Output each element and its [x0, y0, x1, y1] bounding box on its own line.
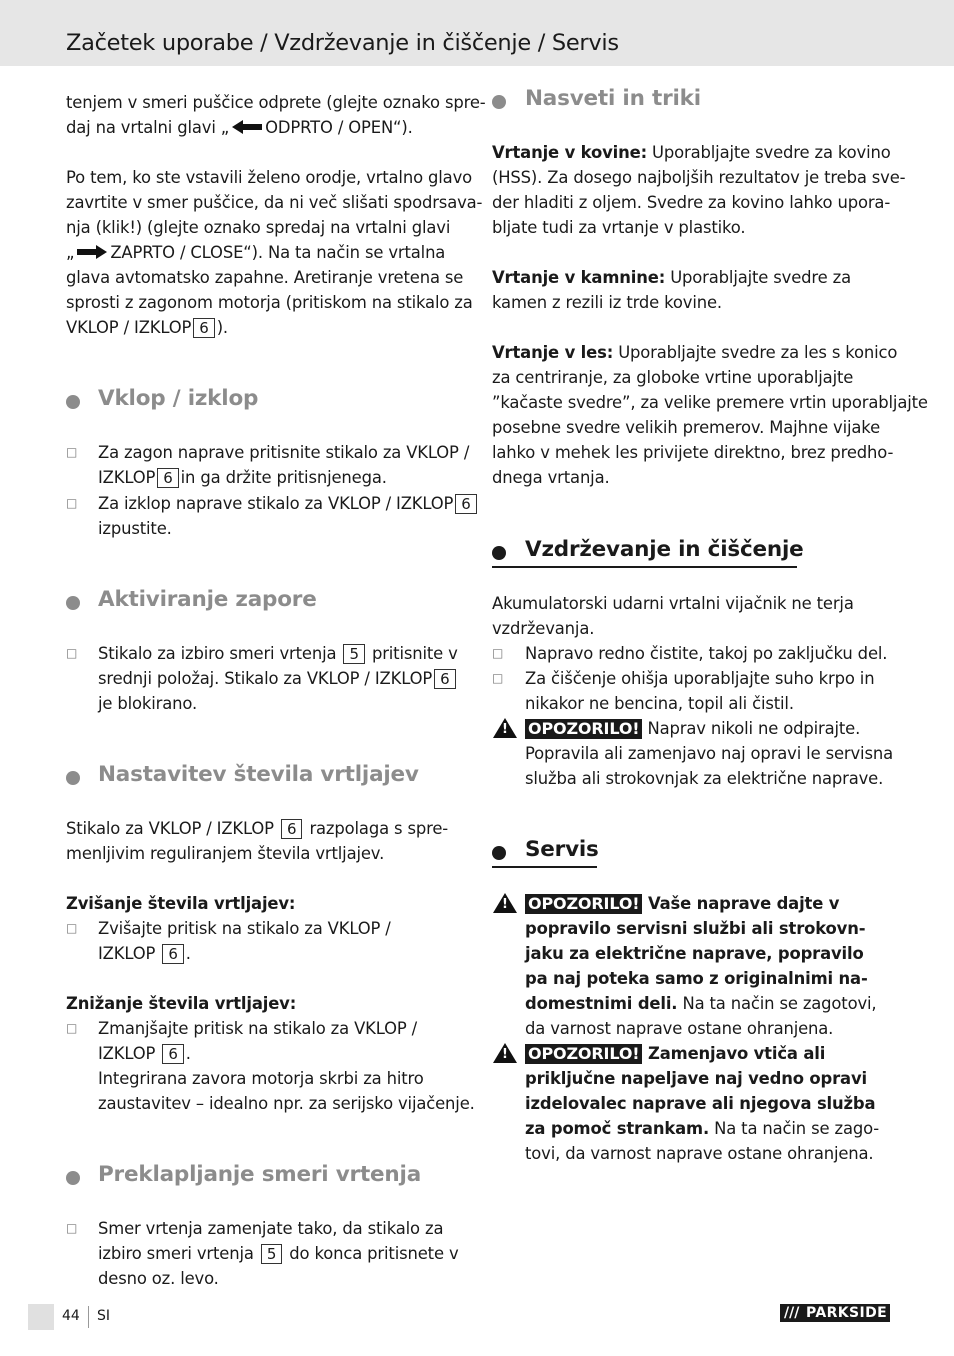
intro-line: glava avtomatsko zapahne. Aretiranje vretena se	[66, 268, 464, 287]
heading-underline	[492, 866, 597, 868]
warning-exclamation-icon: !	[502, 897, 508, 912]
warning-line: da varnost naprave ostane ohranjena.	[525, 1019, 834, 1038]
list-text: IZKLOP	[98, 1044, 156, 1063]
tip-line: za centriranje, za globoke vrtine uporabljajte	[492, 368, 854, 387]
list-item-text: izpustite.	[98, 519, 172, 538]
tip-label: Vrtanje v les:	[492, 343, 614, 362]
warning-text: Na ta način se zagotovi,	[682, 994, 877, 1013]
warning-line	[525, 991, 876, 1016]
warning-badge: OPOZORILO!	[525, 719, 642, 739]
list-item-text: Zvišajte pritisk na stikalo za VKLOP /	[98, 919, 391, 938]
list-item-text	[98, 1241, 459, 1266]
list-text: pritisnite v	[371, 644, 458, 663]
list-item-text	[98, 465, 387, 490]
section-heading-nastavitev: Nastavitev števila vrtljajev	[98, 762, 419, 787]
checkbox-bullet-icon: □	[66, 646, 78, 660]
section-bullet	[66, 771, 80, 785]
subheading-znizanje: Znižanje števila vrtljajev:	[66, 994, 297, 1013]
part-number-box: 6	[193, 318, 214, 338]
part-number-box: 6	[281, 819, 302, 839]
section-heading-vzdrzevanje: Vzdrževanje in čiščenje	[525, 537, 804, 562]
list-text: in ga držite pritisnjenega.	[180, 468, 387, 487]
list-text: Stikalo za izbiro smeri vrtenja	[98, 644, 337, 663]
list-item-text: nikakor ne bencina, topil ali čistil.	[525, 694, 794, 713]
warning-text: Na ta način se zago-	[714, 1119, 880, 1138]
warning-exclamation-icon: !	[502, 1047, 508, 1062]
warning-text: Naprav nikoli ne odpirajte.	[647, 719, 861, 738]
checkbox-bullet-icon: □	[492, 671, 504, 685]
tip-text: Uporabljajte svedre za les s konico	[618, 343, 898, 362]
warning-line: popravilo servisni službi ali strokovn-	[525, 919, 866, 938]
section-heading-preklapljanje: Preklapljanje smeri vrtenja	[98, 1162, 421, 1187]
intro-text: ZAPRTO / CLOSE“). Na ta način se vrtalna	[110, 243, 446, 262]
tip-line: kamen z rezili iz trde kovine.	[492, 293, 722, 312]
warning-line: izdelovalec naprave ali njegova služba	[525, 1094, 876, 1113]
list-text: srednji položaj. Stikalo za VKLOP / IZKLOP	[98, 669, 433, 688]
list-item-text	[98, 941, 191, 966]
part-number-box: 5	[261, 1244, 282, 1264]
list-item-text: je blokirano.	[98, 694, 198, 713]
part-number-box: 6	[455, 494, 476, 514]
tip-line: ”kačaste svedre”, za velike premere vrtin uporabljajte	[492, 393, 928, 412]
list-item-text: Integrirana zavora motorja skrbi za hitro	[98, 1069, 424, 1088]
warning-line: Popravila ali zamenjavo naj opravi le servisna	[525, 744, 893, 763]
list-text: IZKLOP	[98, 944, 156, 963]
intro-text: daj na vrtalni glavi „	[66, 118, 230, 137]
warning-line	[525, 716, 860, 741]
tip-line: dnega vrtanja.	[492, 468, 610, 487]
warning-line: pa naj poteka samo z originalnimi na-	[525, 969, 868, 988]
list-text: .	[185, 1044, 191, 1063]
paragraph-line: vzdrževanja.	[492, 619, 595, 638]
arrow-right-icon	[77, 241, 107, 266]
section-heading-nasveti: Nasveti in triki	[525, 86, 701, 111]
intro-text: ).	[216, 318, 228, 337]
warning-line	[525, 891, 839, 916]
tip-line: bljate tudi za vrtanje v plastiko.	[492, 218, 746, 237]
list-item-text: desno oz. levo.	[98, 1269, 219, 1288]
section-bullet	[66, 596, 80, 610]
section-bullet	[492, 95, 506, 109]
list-item-text: Za zagon naprave pritisnite stikalo za VKLOP /	[98, 443, 470, 462]
logo-text: PARKSIDE	[806, 1305, 888, 1321]
footer-marker	[28, 1304, 54, 1330]
warning-text: Zamenjavo vtiča ali	[648, 1044, 826, 1063]
list-item-text: Napravo redno čistite, takoj po zaključku del.	[525, 644, 888, 663]
list-text: .	[185, 944, 191, 963]
tip-line: der hladiti z oljem. Svedre za kovino lahko upora-	[492, 193, 891, 212]
checkbox-bullet-icon: □	[66, 445, 78, 459]
section-bullet	[66, 1171, 80, 1185]
part-number-box: 6	[157, 468, 178, 488]
list-item-text: Zmanjšajte pritisk na stikalo za VKLOP /	[98, 1019, 418, 1038]
warning-badge: OPOZORILO!	[525, 1044, 642, 1064]
intro-text: VKLOP / IZKLOP	[66, 318, 192, 337]
warning-line: služba ali strokovnjak za električne naprave.	[525, 769, 884, 788]
list-item-text	[98, 666, 458, 691]
tip-text: Uporabljajte svedre za	[670, 268, 851, 287]
intro-line: nja (klik!) (glejte oznako spredaj na vrtalni glavi	[66, 218, 451, 237]
subheading-zvisanje: Zvišanje števila vrtljajev:	[66, 894, 296, 913]
list-text: IZKLOP	[98, 468, 156, 487]
list-text: do konca pritisnete v	[289, 1244, 459, 1263]
list-item-text: zaustavitev – idealno npr. za serijsko vijačenje.	[98, 1094, 475, 1113]
section-heading-vklop-izklop: Vklop / izklop	[98, 386, 259, 411]
page-title: Začetek uporabe / Vzdrževanje in čiščenje / Servis	[66, 30, 619, 56]
intro-line	[66, 315, 228, 340]
list-text: Za izklop naprave stikalo za VKLOP / IZKLOP	[98, 494, 454, 513]
tip-line	[492, 265, 851, 290]
warning-line: jaku za električne naprave, popravilo	[525, 944, 864, 963]
paragraph-line: Akumulatorski udarni vrtalni vijačnik ne terja	[492, 594, 854, 613]
part-number-box: 6	[434, 669, 455, 689]
intro-text: ODPRTO / OPEN“).	[265, 118, 413, 137]
part-number-box: 6	[162, 944, 183, 964]
arrow-left-icon	[232, 116, 262, 141]
intro-line: zavrtite v smer puščice, da ni več slišati spodrsava-	[66, 193, 483, 212]
tip-line	[492, 340, 897, 365]
warning-text: Vaše naprave dajte v	[648, 894, 840, 913]
para-text: razpolaga s spre-	[309, 819, 449, 838]
list-item-text: Za čiščenje ohišja uporabljajte suho krpo in	[525, 669, 875, 688]
warning-badge: OPOZORILO!	[525, 894, 642, 914]
section-bullet	[492, 846, 506, 860]
checkbox-bullet-icon: □	[66, 1021, 78, 1035]
language-code: SI	[97, 1308, 111, 1324]
warning-text: domestnimi deli.	[525, 994, 678, 1013]
list-item-text	[98, 641, 458, 666]
section-bullet	[492, 546, 506, 560]
checkbox-bullet-icon: □	[66, 496, 78, 510]
tip-text: Uporabljajte svedre za kovino	[652, 143, 891, 162]
list-item-text	[98, 1041, 191, 1066]
page-header	[0, 0, 954, 66]
warning-line: tovi, da varnost naprave ostane ohranjena.	[525, 1144, 874, 1163]
footer-divider	[88, 1306, 89, 1328]
intro-line	[66, 240, 445, 266]
intro-line: sprosti z zagonom motorja (pritiskom na stikalo za	[66, 293, 473, 312]
tip-label: Vrtanje v kamnine:	[492, 268, 666, 287]
intro-text: „	[66, 243, 75, 262]
warning-exclamation-icon: !	[502, 722, 508, 737]
list-text: izbiro smeri vrtenja	[98, 1244, 254, 1263]
section-bullet	[66, 395, 80, 409]
tip-line: posebne svedre velikih premerov. Majhne vijake	[492, 418, 881, 437]
intro-line: Po tem, ko ste vstavili želeno orodje, vrtalno glavo	[66, 168, 472, 187]
heading-underline	[492, 566, 797, 568]
warning-line	[525, 1041, 825, 1066]
tip-line: (HSS). Za dosego najboljših rezultatov je treba sve-	[492, 168, 906, 187]
section-heading-aktiviranje-zapore: Aktiviranje zapore	[98, 587, 317, 612]
list-item-text: Smer vrtenja zamenjate tako, da stikalo za	[98, 1219, 444, 1238]
warning-text: za pomoč strankam.	[525, 1119, 710, 1138]
intro-line: tenjem v smeri puščice odprete (glejte oznako spre-	[66, 93, 486, 112]
parkside-logo	[780, 1304, 890, 1322]
tip-line: lahko v mehek les privijete direktno, brez predho-	[492, 443, 894, 462]
checkbox-bullet-icon: □	[66, 921, 78, 935]
para-text: Stikalo za VKLOP / IZKLOP	[66, 819, 274, 838]
checkbox-bullet-icon: □	[66, 1221, 78, 1235]
tip-label: Vrtanje v kovine:	[492, 143, 647, 162]
part-number-box: 6	[162, 1044, 183, 1064]
intro-line	[66, 115, 413, 141]
paragraph-line	[66, 816, 448, 841]
page-number: 44	[62, 1308, 80, 1324]
list-item-text	[98, 491, 479, 516]
logo-mark: ///	[784, 1305, 800, 1321]
part-number-box: 5	[343, 644, 364, 664]
checkbox-bullet-icon: □	[492, 646, 504, 660]
warning-line	[525, 1116, 879, 1141]
section-heading-servis: Servis	[525, 837, 599, 862]
paragraph-line: menljivim reguliranjem števila vrtljajev.	[66, 844, 385, 863]
tip-line	[492, 140, 891, 165]
warning-line: priključne napeljave naj vedno opravi	[525, 1069, 867, 1088]
